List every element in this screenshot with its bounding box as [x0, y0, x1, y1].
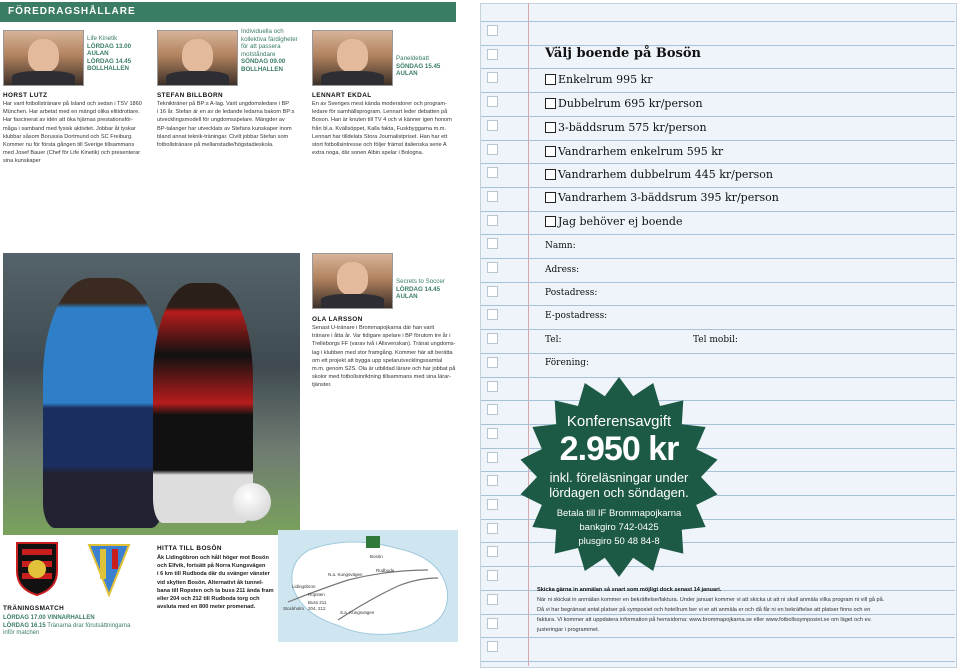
speaker-meta-lennart: Paneldebatt SÖNDAG 15.45 AULAN [396, 55, 441, 78]
name-field[interactable]: Namn: [545, 241, 576, 251]
map-label: Rudboda [376, 568, 395, 573]
speaker-bio-horst: Har varit fotbollstränare på Island och sedan i TSV 1860 München. Har arbetat med en mängd olika elitidrottare. Har fascinerat av idén att öka hjärnas prestationsför- måga i samband med fysisk aktivitet. Jobbar åt tyskar klubbar såsom Borussia Dortmund och SC Freiburg. Kommer nu för första gången till Sverige tillsammans med Josef Bauer (Chef för Life Kinetik) och presenterar sina kunskaper [3, 101, 142, 165]
binder-hole [487, 191, 498, 202]
checkbox[interactable] [545, 192, 556, 203]
directions-text: Åk Lidingöbron och håll höger mot Bosön och Elfvik, fortsätt på Norra Kungsvägen i 6 km till Rudboda där du svänger vänster vid skylten Bosön. Alternativt åk tunnel- bana till Ropsten och ta buss 211 ända fram eller 204 och 212 till Rudboda torg och avsluta med en 800 meter promenad. [157, 555, 274, 611]
notebook-rule-line [481, 68, 955, 69]
binder-hole [487, 25, 498, 36]
binder-hole [487, 641, 498, 652]
binder-hole [487, 167, 498, 178]
speaker-bio-lennart: En av Sveriges mest kända moderatorer och program- ledare för samhällsprogram. Lennart leder debatten på Boson. Han är knuten till TV 4 och vi känner igen honom från bl.a. Kvällsöppet, Kalla fakta, Fuskbyggarna m.m. Lennart har tilldelats Stora Journalistpriset. Han har ett stort fotbollsintresse och följer främst italienska serie A extra noga, där sonen Albin spelar i Bologna. [312, 101, 452, 157]
postal-address-field[interactable]: Postadress: [545, 288, 598, 298]
email-field[interactable]: E-postadress: [545, 311, 608, 321]
map-label: 204, 212 [308, 606, 326, 611]
speaker-name: OLA LARSSON [312, 316, 363, 323]
notebook-rule-line [481, 116, 955, 117]
training-match-title: TRÄNINGSMATCH [3, 605, 65, 612]
notebook-rule-line [481, 353, 955, 354]
binder-hole [487, 499, 498, 510]
binder-hole [487, 475, 498, 486]
registration-footer: Skicka gärna in anmälan så snart som möjligt dock senast 14 januari. När ni skickat in anmälan kommer en bekräftelse/faktura. Under januari kommer vi att skicka ut att ni skall anmäla vilka program ni vill gå på. Då vi har begränsat antal platser på symposiet och hotellrum ber vi er att anmäla er och då får ni en bekräftelse att platser finns och en faktura. Vi kommer att uppdatera information på hemsidorna: www.brommapojkarna.se eller www.fotbollssymposiet.se om läget och ev. justeringar i programmet. [537, 585, 947, 635]
speaker-bio-stefan: Teknikträner på BP:s A-lag. Varit ungdomsledare i BP i 16 år. Stefan är en av de ledande ledarna bakom BP:s utvecklingsmodell för ungdomsspelare. Mängder av BP-talanger har utvecklats av Stefans kunskaper inom bland annat teknik-träningar. Civilt jobbar Stefan som fotbollstränare på mellanstadie/högstadieskola. [157, 101, 295, 149]
binder-hole [487, 570, 498, 581]
speaker-meta-stefan: Individuella och kollektiva färdigheter för att passera motståndare SÖNDAG 09.00 BOLLHALLEN [241, 28, 298, 73]
binder-hole [487, 523, 498, 534]
speaker-meta-ola: Secrets to Soccer LÖRDAG 14.45 AULAN [396, 278, 445, 301]
fee-payment-3: plusgiro 50 48 84-8 [578, 536, 660, 547]
binder-hole [487, 618, 498, 629]
option-no-accommodation[interactable]: Jag behöver ej boende [545, 215, 682, 229]
notebook-rule-line [481, 140, 955, 141]
binder-hole [487, 120, 498, 131]
notebook-rule-line [481, 211, 955, 212]
notebook-rule-line [481, 21, 955, 22]
speaker-meta-horst [87, 35, 131, 73]
speaker-photo-ola [312, 253, 393, 309]
map-label: N.a. Kungsvägen [328, 572, 363, 577]
map-label: S.a. Kungsvägen [340, 610, 375, 615]
brommapojkarna-crest-icon [14, 541, 60, 597]
map-label: Buss 211 [308, 600, 327, 605]
fee-payment-2: bankgiro 742-0425 [579, 522, 659, 533]
speaker-photo-lennart [312, 30, 393, 86]
session-room-2: BOLLHALLEN [87, 65, 129, 73]
map-label: Bosön [370, 554, 383, 559]
binder-hole [487, 215, 498, 226]
binder-hole [487, 262, 498, 273]
conference-fee-text [517, 375, 721, 579]
checkbox[interactable] [545, 98, 556, 109]
checkbox[interactable] [545, 122, 556, 133]
phone-field[interactable]: Tel: [545, 335, 562, 345]
speaker-photo-horst [3, 30, 84, 86]
option-vandrarhem-3-baddsrum[interactable]: Vandrarhem 3-bäddsrum 395 kr/person [545, 191, 779, 205]
checkbox[interactable] [545, 216, 556, 227]
notebook-rule-line [481, 282, 955, 283]
map-label: Lidingöbron [292, 584, 316, 589]
mobile-phone-field[interactable]: Tel mobil: [693, 335, 738, 345]
binder-hole [487, 546, 498, 557]
notebook-rule-line [481, 187, 955, 188]
speaker-name: LENNART EKDAL [312, 92, 372, 99]
fee-payment-1: Betala till IF Brommapojkarna [556, 508, 682, 519]
djurgarden-crest-icon [86, 541, 132, 597]
notebook-rule-line [481, 637, 955, 638]
option-vandrarhem-dubbelrum[interactable]: Vandrarhem dubbelrum 445 kr/person [545, 168, 773, 182]
checkbox[interactable] [545, 169, 556, 180]
fee-price: 2.950 kr [559, 430, 679, 468]
binder-hole [487, 309, 498, 320]
section-header: FÖREDRAGSHÅLLARE [0, 2, 456, 22]
speaker-photo-stefan [157, 30, 238, 86]
fee-includes-1: inkl. föreläsningar under [549, 470, 689, 485]
accommodation-title: Välj boende på Bosön [545, 46, 701, 61]
option-enkelrum[interactable]: Enkelrum 995 kr [545, 73, 653, 87]
binder-hole [487, 96, 498, 107]
speaker-name: HORST LUTZ [3, 92, 48, 99]
session-title: Life Kinetik [87, 35, 118, 42]
binder-hole [487, 404, 498, 415]
deadline-note: Skicka gärna in anmälan så snart som möjligt dock senast 14 januari. [537, 587, 722, 593]
session-time-2: LÖRDAG 14.45 [87, 57, 132, 65]
club-field[interactable]: Förening: [545, 358, 590, 368]
location-map [278, 530, 458, 642]
binder-hole [487, 286, 498, 297]
notebook-rule-line [481, 305, 955, 306]
binder-hole [487, 452, 498, 463]
fee-includes-2: lördagen och söndagen. [549, 485, 689, 500]
binder-hole [487, 381, 498, 392]
speaker-name: STEFAN BILLBORN [157, 92, 223, 99]
notebook-rule-line [481, 329, 955, 330]
map-label: Ropsten [308, 592, 325, 597]
notebook-rule-line [481, 258, 955, 259]
fee-label: Konferensavgift [566, 413, 672, 430]
session-room: AULAN [87, 50, 109, 58]
binder-hole [487, 594, 498, 605]
binder-hole [487, 428, 498, 439]
session-time: LÖRDAG 13.00 [87, 42, 132, 50]
notebook-rule-line [481, 92, 955, 93]
binder-hole [487, 72, 498, 83]
binder-hole [487, 238, 498, 249]
address-field[interactable]: Adress: [545, 265, 580, 275]
option-dubbelrum[interactable]: Dubbelrum 695 kr/person [545, 97, 703, 111]
binder-hole [487, 49, 498, 60]
directions-title: HITTA TILL BOSÖN [157, 545, 222, 552]
binder-hole [487, 333, 498, 344]
notebook-rule-line [481, 163, 955, 164]
checkbox[interactable] [545, 146, 556, 157]
option-3-baddsrum[interactable]: 3-bäddsrum 575 kr/person [545, 121, 707, 135]
checkbox[interactable] [545, 74, 556, 85]
notebook-rule-line [481, 661, 955, 662]
match-photo [3, 253, 300, 535]
binder-hole [487, 357, 498, 368]
notebook-rule-line [481, 234, 955, 235]
map-label: Stockholm [283, 606, 305, 611]
training-match-info: LÖRDAG 17.00 VINNARHALLEN LÖRDAG 16.15 Tränarna drar förutsättningarna inför matchen [3, 615, 131, 637]
speaker-bio-ola: Senast U-tränare i Brommapojkarna där han varit tränare i åtta år. Var tidigare spelare i BP förutom tre år i Trelleborgs FF (varav två i Allsvenskan). Tränat ungdoms- lag i klubben med stor framgång. Kommer här att berätta om ett projekt att bygga upp spelarutvecklingssamtal m.m. genom S2S. Ola är utbildad lärare och har jobbat på skolor med fotbollsinriktning tillsammans med sina lärar- tjänster. [312, 325, 456, 389]
binder-hole [487, 144, 498, 155]
option-vandrarhem-enkelrum[interactable]: Vandrarhem enkelrum 595 kr [545, 145, 723, 159]
